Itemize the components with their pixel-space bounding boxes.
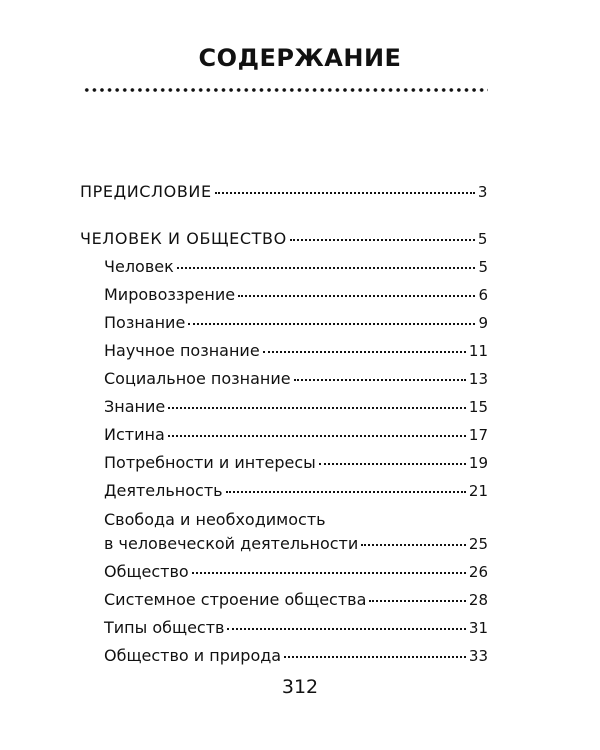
toc-page: 28 xyxy=(468,591,488,609)
toc-section-human-society xyxy=(80,229,488,249)
dot-leader xyxy=(215,192,475,194)
dot-leader xyxy=(284,656,466,658)
toc-entry xyxy=(104,481,488,501)
dot-leader xyxy=(369,600,466,602)
toc-label: Потребности и интересы xyxy=(104,453,316,472)
dot-leader xyxy=(238,295,475,297)
toc-entry xyxy=(104,453,488,473)
toc-page: 6 xyxy=(478,286,488,304)
toc-entry xyxy=(104,618,488,638)
toc-label: Истина xyxy=(104,425,165,444)
toc-page: 33 xyxy=(468,647,488,665)
toc-page: 21 xyxy=(468,482,488,500)
toc-entry xyxy=(104,534,488,554)
page-title: СОДЕРЖАНИЕ xyxy=(198,44,402,72)
toc-label: Системное строение общества xyxy=(104,590,367,609)
dot-leader xyxy=(168,407,466,409)
toc-entry xyxy=(104,646,488,666)
toc-entry xyxy=(104,590,488,610)
toc-page: 26 xyxy=(468,563,488,581)
dot-leader xyxy=(361,544,466,546)
toc-page: 17 xyxy=(468,426,488,444)
toc-page: 5 xyxy=(477,230,488,248)
toc-page: 11 xyxy=(468,342,488,360)
dot-leader xyxy=(192,572,466,574)
dot-leader xyxy=(188,323,475,325)
toc-label: ПРЕДИСЛОВИЕ xyxy=(80,182,212,201)
dot-leader xyxy=(319,463,466,465)
toc-page: 13 xyxy=(468,370,488,388)
toc-label: Социальное познание xyxy=(104,369,291,388)
toc-label: Общество xyxy=(104,562,189,581)
toc-entry xyxy=(104,397,488,417)
page-number: 312 xyxy=(281,676,319,698)
toc-page: 15 xyxy=(468,398,488,416)
toc-entry xyxy=(104,341,488,361)
dot-leader xyxy=(226,491,466,493)
toc-page: 31 xyxy=(468,619,488,637)
dot-leader xyxy=(177,267,476,269)
toc-page: 19 xyxy=(468,454,488,472)
toc-entry xyxy=(104,425,488,445)
toc-section-preface xyxy=(80,182,488,202)
toc-label: Научное познание xyxy=(104,341,260,360)
dot-leader xyxy=(290,239,475,241)
toc-page: 5 xyxy=(478,258,488,276)
dot-leader xyxy=(227,628,465,630)
dot-leader xyxy=(168,435,466,437)
toc-label: Знание xyxy=(104,397,166,416)
toc-label: Деятельность xyxy=(104,481,223,500)
toc-page: 25 xyxy=(468,535,488,553)
toc-entry xyxy=(104,285,488,305)
toc-label: Мировоззрение xyxy=(104,285,236,304)
toc-label: в человеческой деятельности xyxy=(104,534,359,553)
toc-label: ЧЕЛОВЕК И ОБЩЕСТВО xyxy=(80,229,287,248)
toc-label-first-line: Свобода и необходимость xyxy=(104,510,326,529)
toc-entry xyxy=(104,562,488,582)
toc-entry xyxy=(104,369,488,389)
toc-page: 3 xyxy=(477,183,488,201)
toc-entry xyxy=(104,257,488,277)
toc-entry xyxy=(104,313,488,333)
dot-leader xyxy=(294,379,466,381)
toc-label: Человек xyxy=(104,257,174,276)
dot-leader xyxy=(263,351,466,353)
toc-label: Общество и природа xyxy=(104,646,282,665)
toc-label: Познание xyxy=(104,313,186,332)
toc-label: Типы обществ xyxy=(104,618,225,637)
toc-page: 9 xyxy=(478,314,488,332)
